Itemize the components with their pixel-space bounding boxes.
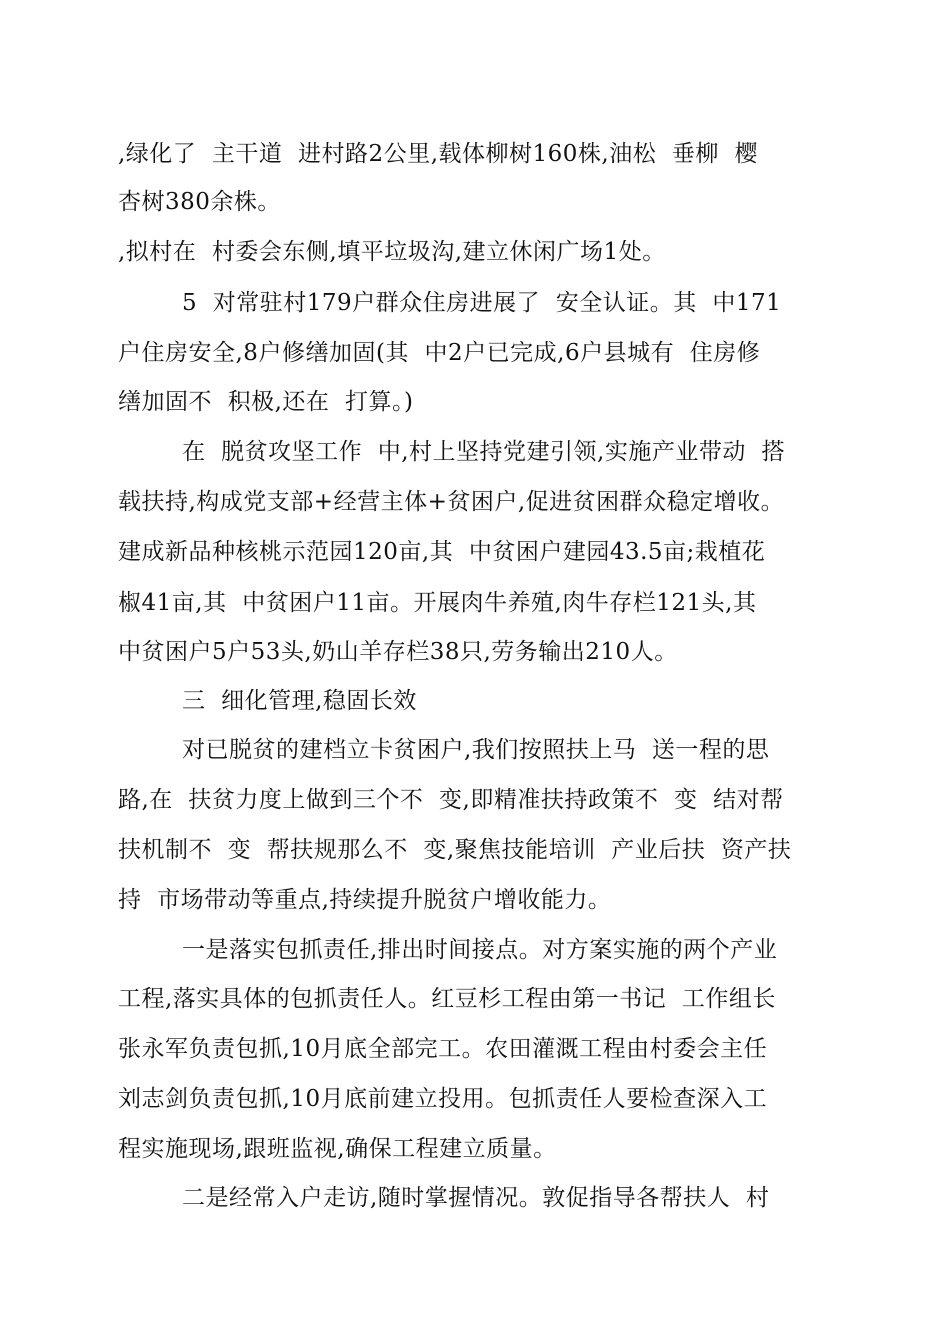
text-line: 扶机制不 变 帮扶规那么不 变,聚焦技能培训 产业后扶 资产扶 [118,837,792,863]
text-line: 持 市场带动等重点,持续提升脱贫户增收能力。 [118,887,612,913]
text-line: ,绿化了 主干道 进村路2公里,载体柳树160株,油松 垂柳 樱 [118,141,758,167]
text-line: 一是落实包抓责任,排出时间接点。对方案实施的两个产业 [182,937,778,963]
text-line: 杏树380余株。 [118,189,281,215]
text-line: 刘志剑负责包抓,10月底前建立投用。包抓责任人要检查深入工 [118,1086,768,1112]
section-heading: 三 细化管理,稳固长效 [182,688,417,714]
text-line: 建成新品种核桃示范园120亩,其 中贫困户建园43.5亩;栽植花 [118,539,766,565]
text-line: 工程,落实具体的包抓责任人。红豆杉工程由第一书记 工作组长 [118,986,776,1012]
text-line: 张永军负责包抓,10月底全部完工。农田灌溉工程由村委会主任 [118,1036,768,1062]
text-line: 中贫困户5户53头,奶山羊存栏38只,劳务输出210人。 [118,639,678,665]
text-line: 载扶持,构成党支部+经营主体+贫困户,促进贫困群众稳定增收。 [118,489,785,515]
text-line: 5 对常驻村179户群众住房进展了 安全认证。其 中171 [182,290,782,316]
text-line: 程实施现场,跟班监视,确保工程建立质量。 [118,1136,557,1162]
text-line: 二是经常入户走访,随时掌握情况。敦促指导各帮扶人 村 [182,1185,770,1211]
text-line: 椒41亩,其 中贫困户11亩。开展肉牛养殖,肉牛存栏121头,其 [118,590,757,616]
text-line: 户住房安全,8户修缮加固(其 中2户已完成,6户县城有 住房修 [118,340,761,366]
text-line: 缮加固不 积极,还在 打算。) [118,389,414,415]
text-line: 在 脱贫攻坚工作 中,村上坚持党建引领,实施产业带动 搭 [182,439,785,465]
text-line: 对已脱贫的建档立卡贫困户,我们按照扶上马 送一程的思 [182,737,770,763]
text-line: ,拟村在 村委会东侧,填平垃圾沟,建立休闲广场1处。 [118,239,666,265]
text-line: 路,在 扶贫力度上做到三个不 变,即精准扶持政策不 变 结对帮 [118,787,784,813]
